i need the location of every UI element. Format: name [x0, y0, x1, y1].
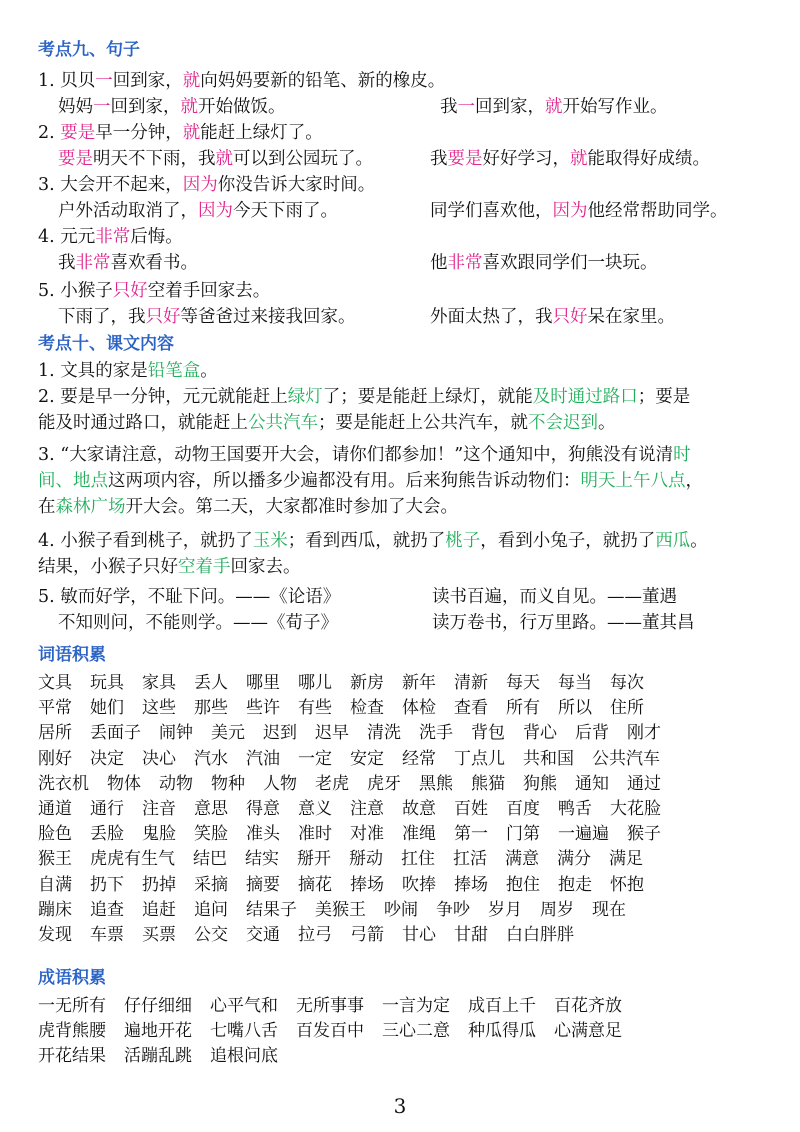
- word: 车票: [90, 925, 124, 946]
- text-segment: 这两项内容，所以播多少遍都没有用。后来狗熊告诉动物们：: [108, 471, 581, 491]
- quote-1-right: 读书百遍，而义自见。——董遇: [432, 587, 677, 607]
- word: 猴子: [627, 824, 661, 845]
- word: 玩具: [90, 673, 124, 693]
- word: 物种: [211, 773, 245, 794]
- keyword: 要是: [60, 123, 96, 143]
- word: 刚才: [627, 723, 661, 744]
- word: 一定: [298, 748, 332, 769]
- keyword: 就: [545, 97, 563, 117]
- section10-heading: 考点十、课文内容: [38, 334, 174, 354]
- word: 居所: [38, 723, 72, 744]
- word: 虎虎有生气: [90, 849, 175, 870]
- s9-line-1-left: [38, 68, 445, 94]
- word: 满分: [557, 849, 591, 870]
- word: 七嘴八舌: [210, 1021, 278, 1042]
- word: 洗衣机: [38, 773, 89, 794]
- s9-line-10-left: [58, 304, 356, 330]
- word: 得意: [246, 799, 280, 820]
- text-segment: 早一分钟，: [95, 123, 183, 143]
- keyword: 西瓜: [655, 531, 691, 551]
- s9-line-8-right: [430, 250, 658, 276]
- word: 采摘: [194, 874, 228, 895]
- keyword: 一: [457, 97, 475, 117]
- word: 迟早: [315, 723, 349, 744]
- word: 清新: [454, 673, 488, 693]
- word: 每天: [506, 673, 540, 693]
- s9-line-10-right: [430, 304, 675, 330]
- text-segment: 回到家，: [475, 97, 545, 117]
- s10-line-5: [38, 468, 703, 494]
- text-segment: 5. 小猴子: [38, 281, 113, 301]
- word: 丢人: [194, 673, 228, 693]
- word: 猴王: [38, 849, 72, 870]
- word: 活蹦乱跳: [124, 1046, 192, 1067]
- word: 迟到: [263, 723, 297, 744]
- s10-line-6: [38, 494, 458, 520]
- keyword: 空着手: [178, 557, 231, 577]
- keyword: 明天上午八点: [580, 471, 686, 491]
- text-segment: 同学们喜欢他，: [430, 201, 553, 221]
- word: 通行: [90, 799, 124, 820]
- word: 意义: [298, 799, 332, 820]
- text-segment: 后悔。: [130, 227, 183, 247]
- word: 岁月: [488, 899, 522, 920]
- word: 老虎: [315, 773, 349, 794]
- text-segment: ，看到小兔子，就扔了: [480, 531, 656, 551]
- word: 住所: [610, 698, 644, 719]
- s9-line-5-left: [38, 172, 375, 198]
- text-segment: 。: [200, 361, 218, 381]
- text-segment: 等爸爸过来接我回家。: [180, 307, 356, 327]
- keyword: 要是: [58, 149, 93, 169]
- word: 闹钟: [159, 723, 193, 744]
- keyword: 因为: [182, 175, 218, 195]
- word: 开花结果: [38, 1046, 106, 1067]
- text-segment: ，: [685, 471, 703, 491]
- word: 虎牙: [367, 773, 401, 794]
- word: 决心: [142, 748, 176, 769]
- word: 她们: [90, 698, 124, 719]
- word: 发现: [38, 925, 72, 946]
- word: 抱走: [558, 874, 592, 895]
- keyword: 就: [182, 123, 201, 143]
- text-segment: 3. 大会开不起来，: [38, 175, 183, 195]
- word: 一言为定: [382, 996, 450, 1016]
- word: 后背: [575, 723, 609, 744]
- text-segment: 我: [430, 149, 448, 169]
- keyword: 桃子: [445, 531, 481, 551]
- text-segment: 回到家，: [110, 97, 181, 117]
- word-row: [38, 747, 679, 772]
- text-segment: 1. 文具的家是: [38, 361, 148, 381]
- word: 笑脸: [194, 824, 228, 845]
- word: 买票: [142, 925, 176, 946]
- s9-line-7-left: [38, 224, 183, 250]
- text-segment: 明天不下雨，我: [93, 149, 216, 169]
- word: 动物: [159, 773, 193, 794]
- word: 白白胖胖: [506, 925, 574, 946]
- text-segment: 能取得好成绩。: [587, 149, 710, 169]
- word: 汽水: [194, 748, 228, 769]
- text-segment: 可以到公园玩了。: [233, 149, 373, 169]
- word: 背心: [523, 723, 557, 744]
- word: 满足: [609, 849, 643, 870]
- word: 物体: [107, 773, 141, 794]
- keyword: 不会迟到: [528, 413, 598, 433]
- vocab-heading: 词语积累: [38, 645, 106, 665]
- text-segment: 呆在家里。: [587, 307, 675, 327]
- word: 新房: [350, 673, 384, 693]
- keyword: 只好: [112, 281, 148, 301]
- word: 怀抱: [610, 874, 644, 895]
- word: 狗熊: [523, 773, 557, 794]
- word: 汽油: [246, 748, 280, 769]
- text-segment: 空着手回家去。: [147, 281, 271, 301]
- word: 公共汽车: [592, 748, 660, 769]
- text-segment: 我: [440, 97, 458, 117]
- s9-line-8-left: [58, 250, 198, 276]
- keyword: 就: [180, 97, 198, 117]
- keyword: 时: [673, 445, 691, 465]
- s10-line-4: [38, 442, 691, 468]
- word: 美元: [211, 723, 245, 744]
- word: 结果子: [246, 899, 297, 920]
- s9-line-3-left: [38, 120, 323, 146]
- word: 丢面子: [90, 723, 141, 744]
- section9-heading: 考点九、句子: [38, 40, 140, 60]
- keyword: 一: [95, 71, 113, 91]
- keyword: 只好: [552, 307, 588, 327]
- word: 准头: [246, 824, 280, 845]
- text-segment: 他: [430, 253, 448, 273]
- text-segment: 能赶上绿灯了。: [200, 123, 323, 143]
- keyword: 就: [182, 71, 201, 91]
- word: 背包: [471, 723, 505, 744]
- word: 自满: [38, 874, 72, 895]
- text-segment: 在: [38, 497, 56, 517]
- word: 追查: [90, 899, 124, 920]
- word: 家具: [142, 673, 176, 693]
- keyword: 非常: [75, 253, 111, 273]
- word: 追赶: [142, 899, 176, 920]
- word-row: [38, 1019, 640, 1044]
- word: 通知: [575, 773, 609, 794]
- word: 结实: [245, 849, 279, 870]
- s10-line-8: [38, 554, 301, 580]
- word: 摘花: [298, 874, 332, 895]
- page-number: 3: [393, 1094, 407, 1118]
- text-segment: 。: [690, 531, 708, 551]
- text-segment: ；要是能赶上公共汽车，就: [318, 413, 528, 433]
- text-segment: ；看到西瓜，就扔了: [287, 531, 446, 551]
- word: 经常: [402, 748, 436, 769]
- word-row: [38, 923, 679, 948]
- word: 注音: [142, 799, 176, 820]
- text-segment: 好好学习，: [482, 149, 570, 169]
- word: 遍地开花: [124, 1021, 192, 1042]
- word-row: [38, 671, 679, 696]
- word: 扔掉: [142, 874, 176, 895]
- text-segment: 开始做饭。: [198, 97, 286, 117]
- text-segment: 了；要是能赶上绿灯，就能: [322, 387, 533, 407]
- text-segment: 2. 要是早一分钟，元元就能赶上: [38, 387, 288, 407]
- word: 心平气和: [210, 996, 278, 1016]
- s9-line-6-left: [58, 198, 338, 224]
- word: 交通: [246, 925, 280, 946]
- word: 黑熊: [419, 773, 453, 794]
- text-segment: 结果，小猴子只好: [38, 557, 178, 577]
- s9-line-4-right: [430, 146, 710, 172]
- word: 心满意足: [554, 1021, 622, 1042]
- word: 所以: [558, 698, 592, 719]
- word: 吹捧: [402, 874, 436, 895]
- word: 百姓: [454, 799, 488, 820]
- word: 洗手: [419, 723, 453, 744]
- text-segment: 开大会。第二天，大家都准时参加了大会。: [125, 497, 458, 517]
- text-segment: 喜欢跟同学们一块玩。: [482, 253, 658, 273]
- text-segment: 喜欢看书。: [110, 253, 198, 273]
- text-segment: 1. 贝贝: [38, 71, 96, 91]
- s9-line-2-right: [440, 94, 668, 120]
- text-segment: 我: [58, 253, 76, 273]
- s9-line-9-left: [38, 278, 270, 304]
- s10-line-2: [38, 384, 690, 410]
- text-segment: 回到家，: [112, 71, 183, 91]
- word: 哪里: [246, 673, 280, 693]
- word: 蹦床: [38, 899, 72, 920]
- keyword: 只好: [145, 307, 181, 327]
- word: 追问: [194, 899, 228, 920]
- quote-2-left: 不知则问，不能则学。——《荀子》: [58, 613, 338, 633]
- quote-1-left: 5. 敏而好学，不耻下问。——《论语》: [38, 587, 341, 607]
- keyword: 非常: [447, 253, 483, 273]
- word: 所有: [506, 698, 540, 719]
- word: 吵闹: [384, 899, 418, 920]
- word: 准绳: [402, 824, 436, 845]
- word: 周岁: [540, 899, 574, 920]
- text-segment: 户外活动取消了，: [58, 201, 198, 221]
- word: 扔下: [90, 874, 124, 895]
- s9-line-2-left: [58, 94, 286, 120]
- word: 结巴: [193, 849, 227, 870]
- word: 美猴王: [315, 899, 366, 920]
- word-row: [38, 1044, 640, 1069]
- keyword: 非常: [95, 227, 131, 247]
- word: 抱住: [506, 874, 540, 895]
- s9-line-6-right: [430, 198, 728, 224]
- keyword: 就: [570, 149, 588, 169]
- word: 种瓜得瓜: [468, 1021, 536, 1042]
- s10-line-3: [38, 410, 616, 436]
- s10-line-1: [38, 358, 218, 384]
- word: 这些: [142, 698, 176, 719]
- word: 共和国: [523, 748, 574, 769]
- keyword: 因为: [198, 201, 233, 221]
- word: 甘甜: [454, 925, 488, 946]
- keyword: 要是: [447, 149, 483, 169]
- word: 熊猫: [471, 773, 505, 794]
- word-row: [38, 847, 679, 872]
- word: 查看: [454, 698, 488, 719]
- text-segment: 能及时通过路口，就能赶上: [38, 413, 248, 433]
- word-row: [38, 822, 679, 847]
- word: 人物: [263, 773, 297, 794]
- word: 脸色: [38, 824, 72, 845]
- keyword: 及时通过路口: [532, 387, 638, 407]
- word: 门第: [506, 824, 540, 845]
- s10-line-7: [38, 528, 708, 554]
- word: 成百上千: [468, 996, 536, 1016]
- word: 第一: [454, 824, 488, 845]
- word: 捧场: [454, 874, 488, 895]
- word: 虎背熊腰: [38, 1021, 106, 1042]
- text-segment: 向妈妈要新的铅笔、新的橡皮。: [200, 71, 446, 91]
- word: 争吵: [436, 899, 470, 920]
- keyword: 绿灯: [287, 387, 323, 407]
- word-row: [38, 721, 679, 746]
- word: 鬼脸: [142, 824, 176, 845]
- text-segment: 他经常帮助同学。: [587, 201, 728, 221]
- word: 甘心: [402, 925, 436, 946]
- word: 大花脸: [610, 799, 661, 820]
- text-segment: 回家去。: [230, 557, 301, 577]
- text-segment: 下雨了，我: [58, 307, 146, 327]
- word: 通道: [38, 799, 72, 820]
- text-segment: 4. 元元: [38, 227, 96, 247]
- text-segment: 妈妈: [58, 97, 93, 117]
- word: 摘要: [246, 874, 280, 895]
- word: 体检: [402, 698, 436, 719]
- word: 现在: [592, 899, 626, 920]
- word: 百花齐放: [554, 996, 622, 1016]
- text-segment: 外面太热了，我: [430, 307, 553, 327]
- word: 鸭舌: [558, 799, 592, 820]
- word: 文具: [38, 673, 72, 693]
- word: 有些: [298, 698, 332, 719]
- word: 决定: [90, 748, 124, 769]
- word: 捧场: [350, 874, 384, 895]
- word: 掰开: [297, 849, 331, 870]
- text-segment: 你没告诉大家时间。: [217, 175, 376, 195]
- word: 对准: [350, 824, 384, 845]
- word: 掰动: [349, 849, 383, 870]
- keyword: 间、地点: [38, 471, 108, 491]
- word-row: [38, 797, 679, 822]
- keyword: 铅笔盒: [147, 361, 201, 381]
- word-row: [38, 696, 679, 721]
- word: 百度: [506, 799, 540, 820]
- word: 每当: [558, 673, 592, 693]
- word: 追根问底: [210, 1046, 278, 1067]
- word: 清洗: [367, 723, 401, 744]
- keyword: 玉米: [252, 531, 288, 551]
- word: 丢脸: [90, 824, 124, 845]
- word: 丁点儿: [454, 748, 505, 769]
- keyword: 公共汽车: [248, 413, 318, 433]
- word: 安定: [350, 748, 384, 769]
- word: 满意: [505, 849, 539, 870]
- vocab-grid: [38, 671, 679, 948]
- word: 每次: [610, 673, 644, 693]
- quote-2-right: 读万卷书，行万里路。——董其昌: [432, 613, 695, 633]
- keyword: 一: [93, 97, 111, 117]
- keyword: 就: [215, 149, 233, 169]
- word: 一遍遍: [558, 824, 609, 845]
- word: 那些: [194, 698, 228, 719]
- word: 仔仔细细: [124, 996, 192, 1016]
- word: 平常: [38, 698, 72, 719]
- word: 哪儿: [298, 673, 332, 693]
- word: 刚好: [38, 748, 72, 769]
- word: 三心二意: [382, 1021, 450, 1042]
- word: 扛活: [453, 849, 487, 870]
- word-row: [38, 898, 679, 923]
- word: 准时: [298, 824, 332, 845]
- word: 拉弓: [298, 925, 332, 946]
- word: 意思: [194, 799, 228, 820]
- word-row: [38, 873, 679, 898]
- word: 检查: [350, 698, 384, 719]
- text-segment: 今天下雨了。: [233, 201, 338, 221]
- keyword: 因为: [552, 201, 588, 221]
- word-row: [38, 994, 640, 1019]
- text-segment: 2.: [38, 123, 61, 143]
- s9-line-4-left: [58, 146, 373, 172]
- text-segment: ；要是: [637, 387, 691, 407]
- word: 百发百中: [296, 1021, 364, 1042]
- word: 新年: [402, 673, 436, 693]
- word: 扛住: [401, 849, 435, 870]
- word: 通过: [627, 773, 661, 794]
- word: 公交: [194, 925, 228, 946]
- word-row: [38, 772, 679, 797]
- word: 一无所有: [38, 996, 106, 1016]
- text-segment: 开始写作业。: [562, 97, 668, 117]
- word: 故意: [402, 799, 436, 820]
- word: 注意: [350, 799, 384, 820]
- word: 些许: [246, 698, 280, 719]
- idioms-grid: [38, 994, 640, 1070]
- text-segment: 4. 小猴子看到桃子，就扔了: [38, 531, 253, 551]
- word: 弓箭: [350, 925, 384, 946]
- text-segment: 3. “大家请注意，动物王国要开大会，请你们都参加！”这个通知中，狗熊没有说清: [38, 445, 674, 465]
- text-segment: 。: [598, 413, 616, 433]
- word: 无所事事: [296, 996, 364, 1016]
- keyword: 森林广场: [55, 497, 126, 517]
- idioms-heading: 成语积累: [38, 968, 106, 988]
